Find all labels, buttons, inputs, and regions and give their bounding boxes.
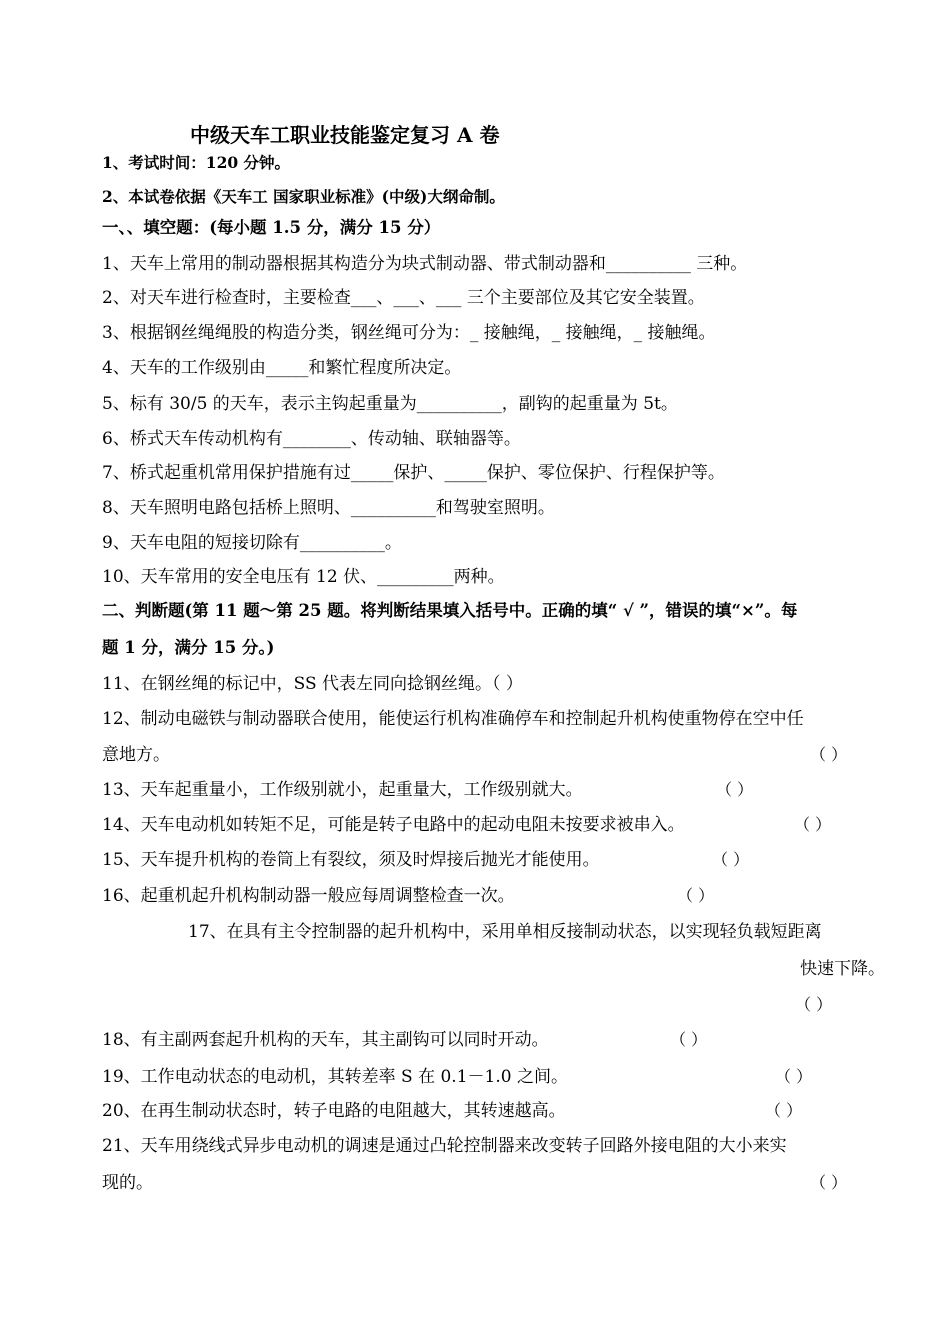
question-1: 1、天车上常用的制动器根据其构造分为块式制动器、带式制动器和__________ 三种。 bbox=[102, 254, 748, 274]
question-21-line2: 现的。 bbox=[102, 1173, 153, 1193]
section-fill-blank-heading: 一、、填空题：(每小题 1.5 分，满分 15 分） bbox=[102, 218, 441, 237]
question-7: 7、桥式起重机常用保护措施有过_____保护、_____保护、零位保护、行程保护等。 bbox=[102, 463, 725, 483]
answer-bracket-16[interactable]: （ ） bbox=[677, 886, 715, 905]
question-2: 2、对天车进行检查时，主要检查___、___、___ 三个主要部位及其它安全装置。 bbox=[102, 288, 705, 308]
question-20: 20、在再生制动状态时，转子电路的电阻越大，其转速越高。 bbox=[102, 1101, 566, 1121]
question-5: 5、标有 30/5 的天车，表示主钩起重量为__________，副钩的起重量为 5t。 bbox=[102, 394, 678, 414]
question-21-line1: 21、天车用绕线式异步电动机的调速是通过凸轮控制器来改变转子回路外接电阻的大小来实 bbox=[102, 1136, 787, 1156]
question-13: 13、天车起重量小，工作级别就小，起重量大，工作级别就大。 bbox=[102, 780, 583, 800]
page-title: 中级天车工职业技能鉴定复习 A 卷 bbox=[190, 123, 500, 147]
question-15: 15、天车提升机构的卷筒上有裂纹，须及时焊接后抛光才能使用。 bbox=[102, 850, 600, 870]
question-10: 10、天车常用的安全电压有 12 伏、_________两种。 bbox=[102, 567, 505, 587]
question-17-line2: 快速下降。 bbox=[800, 959, 885, 979]
answer-bracket-12[interactable]: （ ） bbox=[810, 745, 848, 764]
question-12-line2: 意地方。 bbox=[102, 745, 170, 765]
exam-note-time: 1、考试时间：120 分钟。 bbox=[102, 153, 291, 172]
answer-bracket-14[interactable]: （ ） bbox=[794, 815, 832, 834]
question-12-line1: 12、制动电磁铁与制动器联合使用，能使运行机构准确停车和控制起升机构使重物停在空中任 bbox=[102, 709, 804, 729]
question-16: 16、起重机起升机构制动器一般应每周调整检查一次。 bbox=[102, 886, 515, 906]
answer-bracket-21[interactable]: （ ） bbox=[810, 1173, 848, 1192]
question-19: 19、工作电动状态的电动机，其转差率 S 在 0.1－1.0 之间。 bbox=[102, 1067, 568, 1087]
question-8: 8、天车照明电路包括桥上照明、__________和驾驶室照明。 bbox=[102, 498, 555, 518]
question-18: 18、有主副两套起升机构的天车，其主副钩可以同时开动。 bbox=[102, 1030, 549, 1050]
answer-bracket-13[interactable]: （ ） bbox=[716, 780, 754, 799]
question-9: 9、天车电阻的短接切除有__________。 bbox=[102, 533, 402, 553]
section-judgement-heading-line2: 题 1 分，满分 15 分。) bbox=[102, 638, 275, 657]
question-14: 14、天车电动机如转矩不足，可能是转子电路中的起动电阻未按要求被串入。 bbox=[102, 815, 685, 835]
answer-bracket-17[interactable]: （ ） bbox=[795, 995, 833, 1014]
answer-bracket-18[interactable]: （ ） bbox=[670, 1030, 708, 1049]
answer-bracket-15[interactable]: （ ） bbox=[712, 850, 750, 869]
answer-bracket-19[interactable]: （ ） bbox=[775, 1067, 813, 1086]
question-11: 11、在钢丝绳的标记中，SS 代表左同向捻钢丝绳。（ ） bbox=[102, 674, 523, 694]
answer-bracket-20[interactable]: （ ） bbox=[765, 1101, 803, 1120]
question-3: 3、根据钢丝绳绳股的构造分类，钢丝绳可分为：_ 接触绳，_ 接触绳，_ 接触绳。 bbox=[102, 323, 716, 343]
question-17-line1: 17、在具有主令控制器的起升机构中，采用单相反接制动状态，以实现轻负载短距离 bbox=[188, 922, 822, 942]
question-6: 6、桥式天车传动机构有________、传动轴、联轴器等。 bbox=[102, 429, 521, 449]
section-judgement-heading-line1: 二、判断题(第 11 题～第 25 题。将判断结果填入括号中。正确的填“ √ ”，错误的填“×”。每 bbox=[102, 601, 798, 620]
question-4: 4、天车的工作级别由_____和繁忙程度所决定。 bbox=[102, 358, 462, 378]
exam-note-standard: 2、本试卷依据《天车工 国家职业标准》(中级)大纲命制。 bbox=[102, 187, 505, 206]
